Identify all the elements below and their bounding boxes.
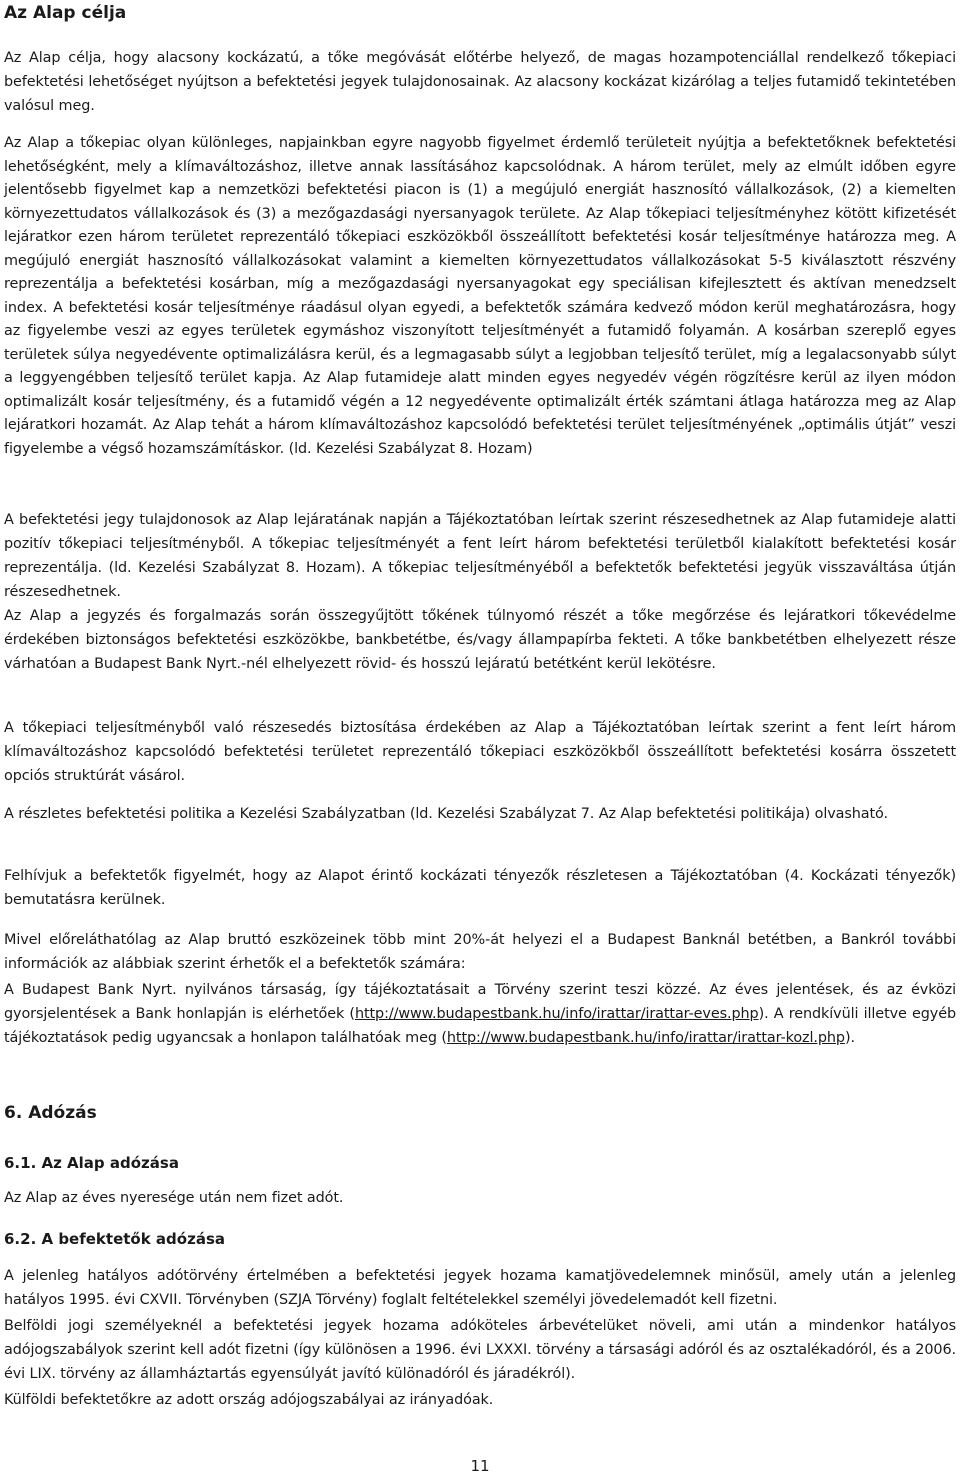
page-number: 11 xyxy=(470,1457,490,1475)
paragraph-bank-info: Mivel előreláthatólag az Alap bruttó eszközeinek több mint 20%-át helyezi el a Budapest Banknál betétben, a Bankról további információk az alábbiak szerint érhetők el a befektetők számára: xyxy=(4,932,956,972)
section-heading-taxation: 6. Adózás xyxy=(4,1103,97,1123)
paragraph-corporate-tax: Belföldi jogi személyeknél a befektetési jegyek hozama adóköteles árbevételüket növeli, ami után a mindenkor hatályos adójogszabályok szerint kell adót fizetni (így különösen a 1996. évi LXXXI. törvény a társasági adóról és az osztalékadóról, és a 2006. évi LIX. törvény az államháztartás egyensúlyát javító különadóról és járadékról). xyxy=(4,1318,956,1382)
paragraph-foreign-investors: Külföldi befektetőkre az adott ország adójogszabályai az irányadóak. xyxy=(4,1392,494,1408)
subsection-heading-fund-taxation: 6.1. Az Alap adózása xyxy=(4,1154,179,1172)
bank-reports-text-3: ). xyxy=(844,1030,855,1046)
paragraph-personal-tax: A jelenleg hatályos adótörvény értelmében a befektetési jegyek hozama kamatjövedelemnek minősül, amely után a jelenleg hatályos 1995. évi CXVII. Törvényben (SZJA Törvény) foglalt feltételekkel személyi jövedelemadót kell fizetni. xyxy=(4,1268,956,1308)
paragraph-bank-reports xyxy=(4,978,956,1050)
bank-reports-text-1: A Budapest Bank Nyrt. nyilvános társaság, így tájékoztatásait a Törvény szerint teszi közzé. Az éves jelentések, és az évközi gyorsjelentések a Bank honlapján is elérhetőek ( xyxy=(4,982,956,1022)
paragraph-investor-participation: A befektetési jegy tulajdonosok az Alap lejáratának napján a Tájékoztatóban leírtak szerint részesedhetnek az Alap futamideje alatti pozitív tőkepiaci teljesítményből. A tőkepiac teljesítményét a fent leírt három befektetési területből kialakított befektetési kosár reprezentálja. (ld. Kezelési Szabályzat 8. Hozam). A tőkepiac teljesítményéből a befektetők befektetési jegyük visszaváltása útján részesedhetnek. xyxy=(4,512,956,600)
subsection-heading-investor-taxation: 6.2. A befektetők adózása xyxy=(4,1230,225,1248)
paragraph-fund-tax: Az Alap az éves nyeresége után nem fizet adót. xyxy=(4,1190,344,1206)
paragraph-climate-areas: Az Alap a tőkepiac olyan különleges, napjainkban egyre nagyobb figyelmet érdemlő területeit nyújtja a befektetőknek befektetési lehetőségként, mely a klímaváltozáshoz, illetve annak lassításához kapcsolódnak. A három terület, mely az elmúlt időben egyre jelentősebb figyelmet kap a nemzetközi befektetési piacon is (1) a megújuló energiát hasznosító vállalkozások, (2) a kiemelten környezettudatos vállalkozások és (3) a mezőgazdasági nyersanyagok területe. Az Alap tőkepiaci teljesítményhez kötött kifizetését lejáratkor ezen három területet reprezentáló tőkepiaci eszközökből összeállított befektetési kosár teljesítménye határozza meg. A megújuló energiát hasznosító vállalkozásokat valamint a kiemelten környezettudatos vállalkozásokat 5-5 kiválasztott részvény reprezentálja a befektetési kosárban, míg a mezőgazdasági nyersanyagokat egy speciálisan kifejlesztett és aktívan menedzselt index. A befektetési kosár teljesítménye ráadásul olyan egyedi, a befektetők számára kedvező módon kerül meghatározásra, hogy az figyelembe veszi az egyes területek egymáshoz viszonyított teljesítményét a futamidő folyamán. A kosárban szereplő egyes területek súlya negyedévente optimalizálásra kerül, és a legmagasabb súlyt a legjobban teljesítő terület, míg a legalacsonyabb súlyt a leggyengébben teljesítő terület kapja. Az Alap futamideje alatt minden egyes negyedév végén rögzítésre kerül az ilyen módon optimalizált kosár teljesítmény, és a futamidő végén a 12 negyedévente optimalizált érték számtani átlaga határozza meg az Alap lejáratkori hozamát. Az Alap tehát a három klímaváltozáshoz kapcsolódó befektetési terület teljesítményének „optimális útját” veszi figyelembe a végső hozamszámításkor. (ld. Kezelési Szabályzat 8. Hozam) xyxy=(4,135,956,457)
paragraph-option-structure: A tőkepiaci teljesítményből való részesedés biztosítása érdekében az Alap a Tájékoztatóban leírtak szerint a fent leírt három klímaváltozáshoz kapcsolódó befektetési területet reprezentáló tőkepiaci eszközökből összeállított befektetési kosárra összetett opciós struktúrát vásárol. xyxy=(4,720,956,784)
paragraph-investment-policy: A részletes befektetési politika a Kezelési Szabályzatban (ld. Kezelési Szabályzat 7. Az Alap befektetési politikája) olvasható. xyxy=(4,806,888,822)
paragraph-capital-protection: Az Alap a jegyzés és forgalmazás során összegyűjtött tőkének túlnyomó részét a tőke megőrzése és lejáratkori tőkevédelme érdekében biztonságos befektetési eszközökbe, bankbetétbe, és/vagy állampapírba fekteti. A tőke bankbetétben elhelyezett része várhatóan a Budapest Bank Nyrt.-nél elhelyezett rövid- és hosszú lejáratú betétként kerül lekötésre. xyxy=(4,608,956,672)
paragraph-fund-objective: Az Alap célja, hogy alacsony kockázatú, a tőke megóvását előtérbe helyező, de magas hozampotenciállal rendelkező tőkepiaci befektetési lehetőséget nyújtson a befektetési jegyek tulajdonosainak. Az alacsony kockázat kizárólag a teljes futamidő tekintetében valósul meg. xyxy=(4,50,956,114)
announcements-link[interactable]: http://www.budapestbank.hu/info/irattar/irattar-kozl.php xyxy=(446,1030,845,1046)
page-heading: Az Alap célja xyxy=(4,3,127,23)
bank-reports-text-2: ). A rendkívüli illetve egyéb tájékoztatások pedig ugyancsak a honlapon találhatóak meg ( xyxy=(4,1006,956,1046)
paragraph-risk-factors: Felhívjuk a befektetők figyelmét, hogy az Alapot érintő kockázati tényezők részletesen a Tájékoztatóban (4. Kockázati tényezők) bemutatásra kerülnek. xyxy=(4,868,956,908)
annual-reports-link[interactable]: http://www.budapestbank.hu/info/irattar/irattar-eves.php xyxy=(354,1006,759,1022)
